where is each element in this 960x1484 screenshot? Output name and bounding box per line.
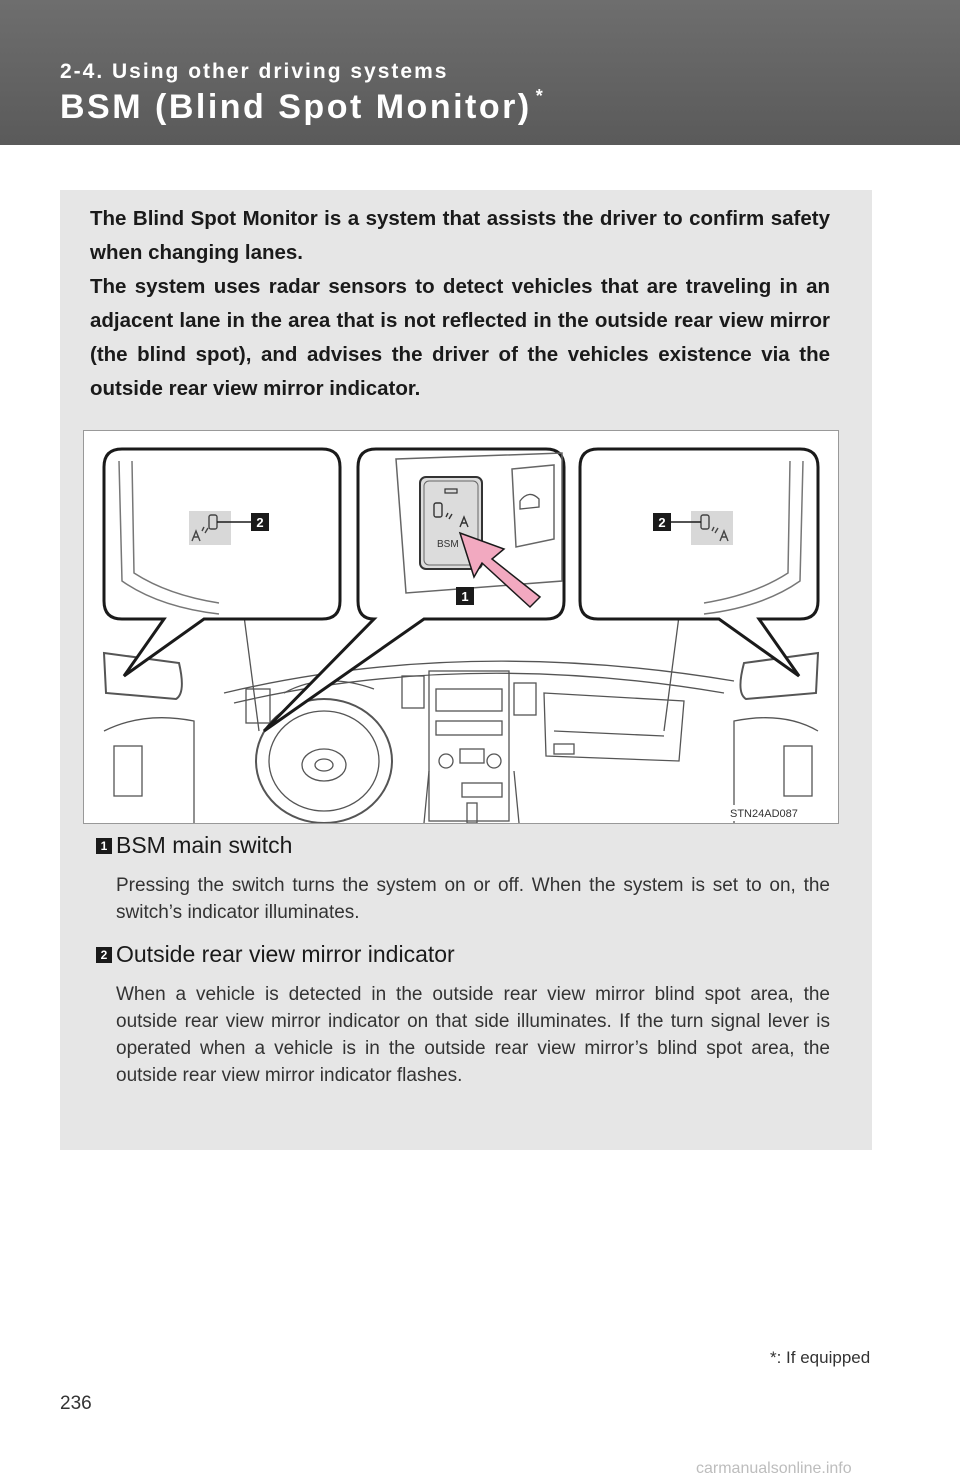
dashboard-illustration — [83, 430, 839, 824]
page-title — [60, 88, 543, 127]
item-2-number: 2 — [96, 947, 112, 963]
intro-paragraph-2: The system uses radar sensors to detect vehicles that are traveling in an adjacent lane in the area that is not reflected in the outside rear view mirror (the blind spot), and advises the driver of the vehicles existence via the outside rear view mirror indicator. — [90, 275, 830, 400]
dashboard-drawing — [84, 431, 838, 823]
footnote: *: If equipped — [770, 1348, 871, 1367]
watermark: carmanualsonline.info — [696, 1460, 852, 1477]
page-title-text: BSM (Blind Spot Monitor) — [60, 88, 532, 126]
item-1-number: 1 — [96, 838, 112, 854]
intro-paragraph-1: The Blind Spot Monitor is a system that assists the driver to confirm safety when changing lanes. — [90, 207, 830, 264]
page-number: 236 — [60, 1393, 92, 1414]
item-2-description: When a vehicle is detected in the outside rear view mirror blind spot area, the outside rear view mirror indicator on that side illuminates. If the turn signal lever is operated when a vehicle is in the outside rear view mirror’s blind spot area, the outside rear view mirror indicator flashes. — [116, 984, 830, 1086]
item-2-title: Outside rear view mirror indicator — [116, 941, 455, 967]
item-2-heading — [96, 941, 455, 968]
item-1-heading — [96, 832, 292, 859]
callout-2-right: 2 — [658, 515, 666, 530]
item-1-title: BSM main switch — [116, 832, 293, 858]
bsm-switch-label: BSM — [437, 539, 459, 550]
figure-code: STN24AD087 — [730, 808, 798, 820]
equipped-mark: * — [535, 86, 543, 106]
intro-text — [90, 202, 830, 406]
item-1-description: Pressing the switch turns the system on or off. When the system is set to on, the switch’s indicator illuminates. — [116, 875, 830, 923]
page-header — [0, 0, 960, 145]
callout-2-left: 2 — [256, 515, 264, 530]
section-title: 2-4. Using other driving systems — [60, 60, 449, 83]
callout-1: 1 — [461, 589, 469, 604]
